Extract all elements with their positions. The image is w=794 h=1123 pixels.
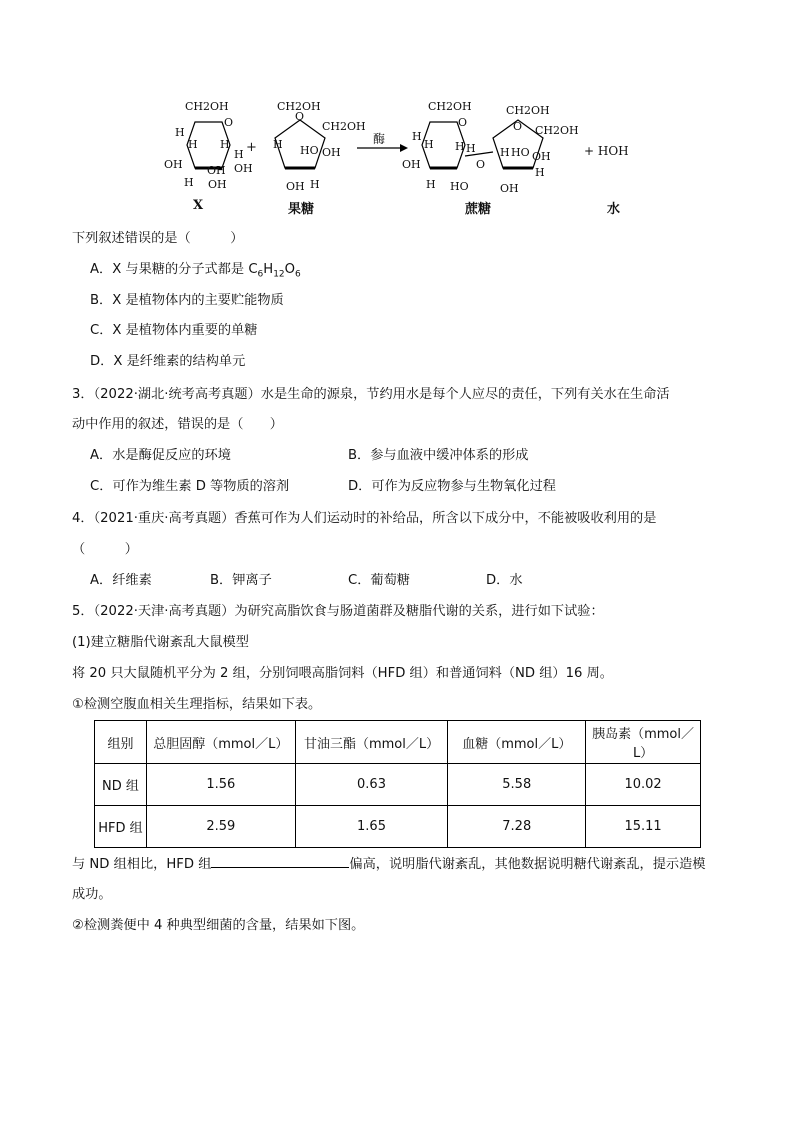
fru-oh2: OH bbox=[286, 180, 305, 193]
table-header-cell: 组别 bbox=[95, 721, 147, 764]
table-cell: 5.58 bbox=[448, 764, 586, 806]
x-h1: H bbox=[175, 126, 185, 139]
table-cell: 10.02 bbox=[586, 764, 701, 806]
q3-stem-line2: 动中作用的叙述，错误的是（ ） bbox=[72, 417, 283, 432]
q2-option-c: C．X 是植物体内重要的单糖 bbox=[90, 323, 258, 338]
suc-o2: O bbox=[513, 120, 523, 133]
table-header-cell: 血糖（mmol／L） bbox=[448, 721, 586, 764]
suc-h1: H bbox=[412, 130, 422, 143]
suc-oh3: OH bbox=[500, 182, 519, 195]
suc-h4: H bbox=[466, 142, 476, 155]
suc-ch2oh1: CH2OH bbox=[428, 100, 472, 113]
suc-oh1: OH bbox=[402, 158, 421, 171]
q3-option-b: B．参与血液中缓冲体系的形成 bbox=[348, 448, 529, 463]
suc-ch2oh3: CH2OH bbox=[535, 124, 579, 137]
q2-option-a bbox=[90, 261, 301, 284]
q2-option-a-sub2: 12 bbox=[273, 269, 285, 280]
q2-option-d: D．X 是纤维素的结构单元 bbox=[90, 354, 246, 369]
q4-option-b: B．钾离子 bbox=[210, 573, 272, 588]
q2-option-a-sub3: 6 bbox=[295, 269, 301, 280]
suc-h5: H bbox=[500, 146, 510, 159]
fru-h1: H bbox=[273, 138, 283, 151]
q4-option-c: C．葡萄糖 bbox=[348, 573, 410, 588]
q5-fill-post: 偏高，说明脂代谢紊乱，其他数据说明糖代谢紊乱，提示造模 bbox=[349, 857, 706, 872]
table-cell: 1.65 bbox=[295, 806, 448, 848]
suc-h6: H bbox=[426, 178, 436, 191]
q5-item1: ①检测空腹血相关生理指标，结果如下表。 bbox=[72, 697, 322, 712]
q4-stem-line1: 4．（2021·重庆·高考真题）香蕉可作为人们运动时的补给品，所含以下成分中，不能被吸收利用的是 bbox=[72, 511, 657, 526]
table-row bbox=[95, 764, 701, 806]
plus-water: + HOH bbox=[584, 144, 629, 158]
x-o: O bbox=[224, 116, 234, 129]
q5-stem: 5．（2022·天津·高考真题）为研究高脂饮食与肠道菌群及糖脂代谢的关系，进行如下试验： bbox=[72, 604, 604, 619]
q2-option-a-mid2: O bbox=[284, 262, 296, 277]
x-oh3: OH bbox=[208, 178, 227, 191]
q5-item2: ②检测粪便中 4 种典型细菌的含量，结果如下图。 bbox=[72, 918, 365, 933]
fru-o: O bbox=[295, 110, 305, 123]
blood-index-table bbox=[94, 720, 701, 848]
label-water: 水 bbox=[607, 202, 621, 217]
x-ch2oh: CH2OH bbox=[185, 100, 229, 113]
q3-option-a: A．水是酶促反应的环境 bbox=[90, 448, 231, 463]
fru-ch2oh2: CH2OH bbox=[322, 120, 366, 133]
suc-o1: O bbox=[458, 116, 468, 129]
suc-h2: H bbox=[424, 138, 434, 151]
enzyme-label: 酶 bbox=[373, 132, 386, 146]
q2-stem: 下列叙述错误的是（ ） bbox=[72, 231, 244, 246]
label-x: X bbox=[193, 198, 204, 213]
table-cell: 2.59 bbox=[146, 806, 295, 848]
q5-sub1: (1)建立糖脂代谢紊乱大鼠模型 bbox=[72, 635, 249, 650]
suc-h3: H bbox=[455, 140, 465, 153]
q2-option-a-mid: H bbox=[263, 262, 274, 277]
x-oh2: OH bbox=[234, 162, 253, 175]
fru-ch2oh1: CH2OH bbox=[277, 100, 321, 113]
x-h3: H bbox=[220, 138, 230, 151]
table-cell: ND 组 bbox=[95, 764, 147, 806]
q2-option-b: B．X 是植物体内的主要贮能物质 bbox=[90, 293, 284, 308]
q5-setup: 将 20 只大鼠随机平分为 2 组，分别饲喂高脂饲料（HFD 组）和普通饲料（ND 组）16 周。 bbox=[72, 666, 613, 681]
q4-option-a: A．纤维素 bbox=[90, 573, 152, 588]
suc-ho: HO bbox=[450, 180, 469, 193]
fru-oh1: OH bbox=[322, 146, 341, 159]
table-row bbox=[95, 806, 701, 848]
suc-h7: H bbox=[535, 166, 545, 179]
fru-ho: HO bbox=[300, 144, 319, 157]
table-header-cell: 胰岛素（mmol／L） bbox=[586, 721, 701, 764]
x-oh4: OH bbox=[207, 164, 226, 177]
table-cell: 0.63 bbox=[295, 764, 448, 806]
q4-stem-line2: （ ） bbox=[72, 542, 138, 557]
label-sucrose: 蔗糖 bbox=[465, 202, 492, 217]
suc-oh2: OH bbox=[532, 150, 551, 163]
x-oh1: OH bbox=[164, 158, 183, 171]
table-cell: HFD 组 bbox=[95, 806, 147, 848]
suc-ch2oh2: CH2OH bbox=[506, 104, 550, 117]
table-cell: 15.11 bbox=[586, 806, 701, 848]
table-header-row bbox=[95, 721, 701, 764]
q3-stem-line1: 3．（2022·湖北·统考高考真题）水是生命的源泉，节约用水是每个人应尽的责任，下列有关水在生命活 bbox=[72, 387, 670, 402]
suc-ho2: HO bbox=[511, 146, 530, 159]
table-cell: 7.28 bbox=[448, 806, 586, 848]
x-h5: H bbox=[184, 176, 194, 189]
sucrose-reaction-diagram bbox=[150, 90, 650, 220]
suc-o3: O bbox=[476, 158, 486, 171]
q4-option-d: D．水 bbox=[486, 573, 523, 588]
q3-option-c: C．可作为维生素 D 等物质的溶剂 bbox=[90, 479, 290, 494]
q2-option-a-text: A．X 与果糖的分子式都是 C bbox=[90, 262, 258, 277]
q2-option-a-sub1: 6 bbox=[257, 269, 264, 280]
x-h4: H bbox=[234, 148, 244, 161]
label-fructose: 果糖 bbox=[288, 202, 315, 217]
fru-h2: H bbox=[310, 178, 320, 191]
q5-fill-line2: 成功。 bbox=[72, 887, 112, 902]
table-cell: 1.56 bbox=[146, 764, 295, 806]
table-header-cell: 甘油三酯（mmol／L） bbox=[295, 721, 448, 764]
q5-fill-pre: 与 ND 组相比，HFD 组 bbox=[72, 857, 212, 872]
x-h2: H bbox=[188, 138, 198, 151]
q5-fill-blank-line bbox=[72, 855, 705, 874]
answer-blank[interactable] bbox=[211, 855, 349, 868]
table-header-cell: 总胆固醇（mmol／L） bbox=[146, 721, 295, 764]
plus-sign-1: + bbox=[246, 140, 257, 155]
q3-option-d: D．可作为反应物参与生物氧化过程 bbox=[348, 479, 556, 494]
